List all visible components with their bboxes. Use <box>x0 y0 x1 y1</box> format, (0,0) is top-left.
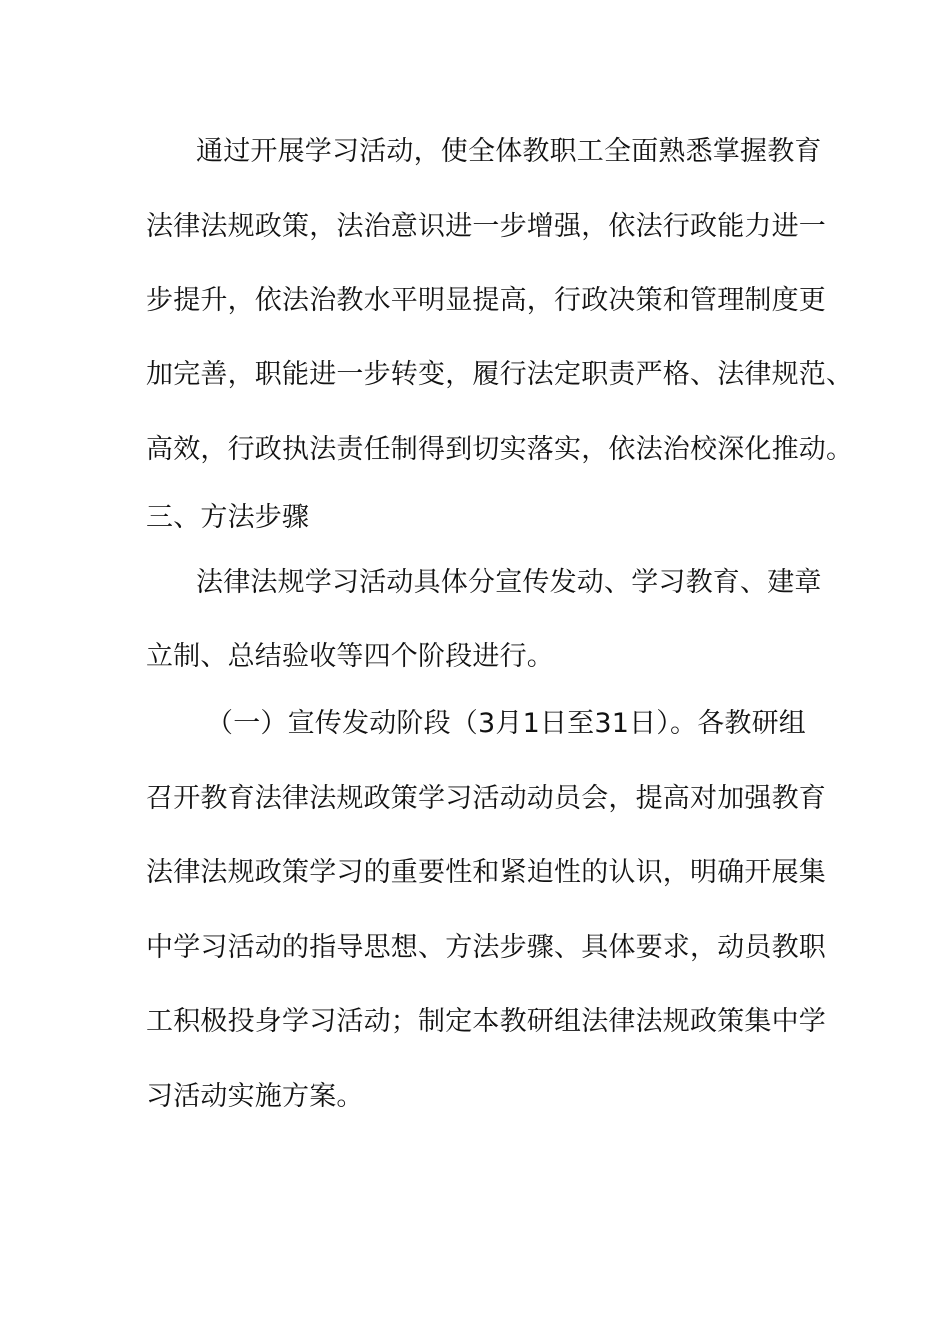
paragraph-line: 高效，行政执法责任制得到切实落实，依法治校深化推动。 <box>146 434 854 465</box>
paragraph-line: 召开教育法律法规政策学习活动动员会，提高对加强教育 <box>146 783 826 814</box>
paragraph-line: 习活动实施方案。 <box>146 1081 364 1112</box>
paragraph-line: 步提升，依法治教水平明显提高，行政决策和管理制度更 <box>146 285 826 316</box>
paragraph-line: 法律法规政策学习的重要性和紧迫性的认识，明确开展集 <box>146 857 826 888</box>
section-heading: 三、方法步骤 <box>146 502 310 533</box>
paragraph-line: 立制、总结验收等四个阶段进行。 <box>146 641 554 672</box>
paragraph-line: 通过开展学习活动，使全体教职工全面熟悉掌握教育 <box>196 136 822 167</box>
paragraph-line: 中学习活动的指导思想、方法步骤、具体要求，动员教职 <box>146 932 826 963</box>
subsection-line: （一）宣传发动阶段（3月1日至31日）。各教研组 <box>206 708 807 739</box>
paragraph-line: 加完善，职能进一步转变，履行法定职责严格、法律规范、 <box>146 359 854 390</box>
paragraph-line: 法律法规学习活动具体分宣传发动、学习教育、建章 <box>196 567 822 598</box>
paragraph-line: 法律法规政策，法治意识进一步增强，依法行政能力进一 <box>146 211 826 242</box>
paragraph-line: 工积极投身学习活动；制定本教研组法律法规政策集中学 <box>146 1006 826 1037</box>
